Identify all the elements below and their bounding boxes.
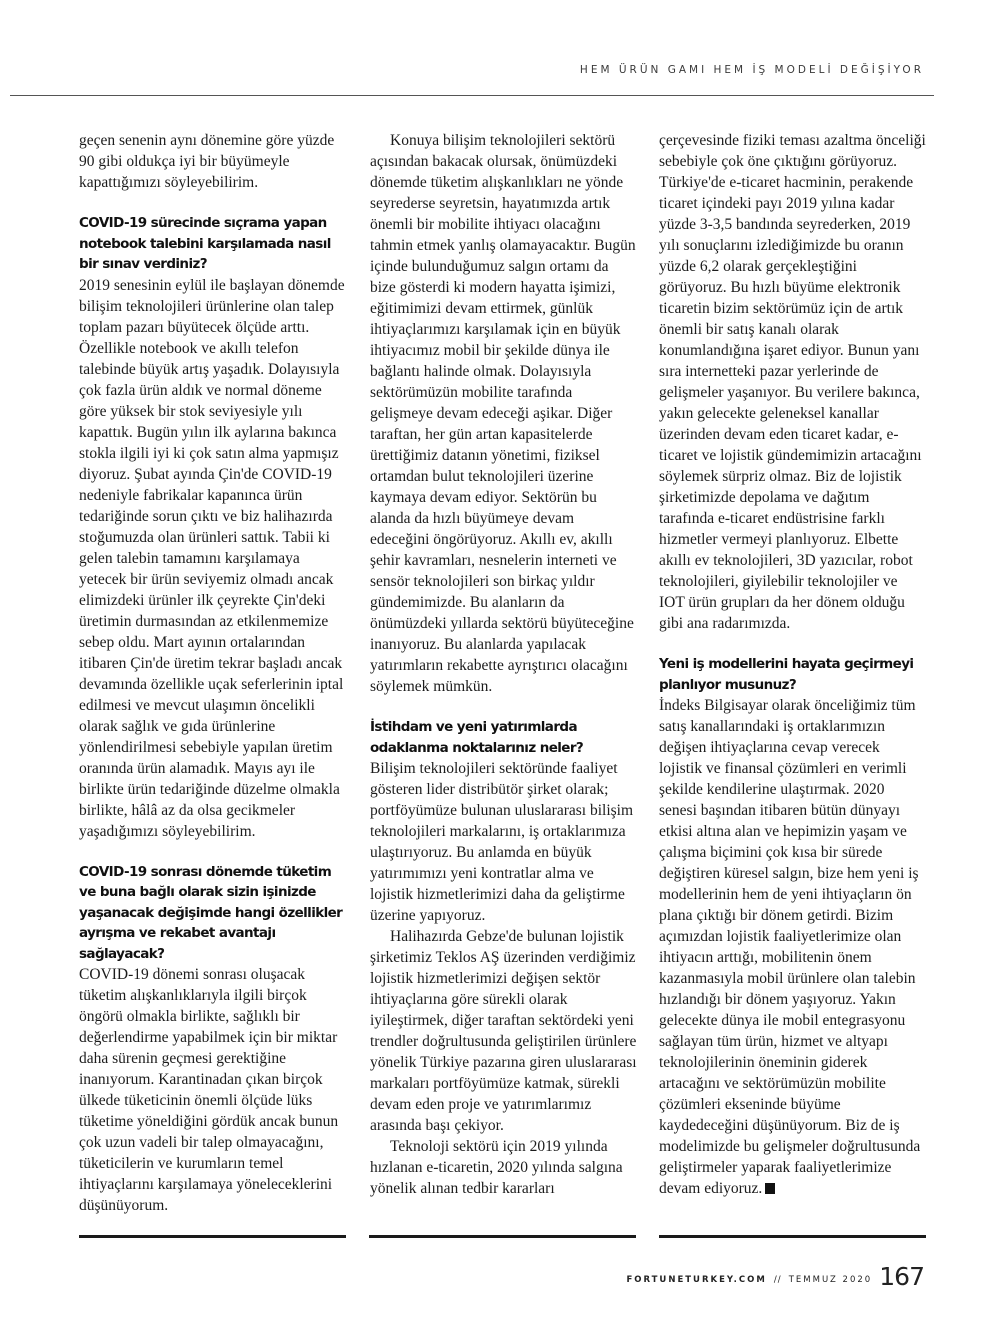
interview-question: COVID-19 sürecinde sıçrama yapan notebook talebini karşılamada nasıl bir sınav verdiniz? [79,215,331,272]
article-column-1 [79,130,346,1216]
footer-issue-date: TEMMUZ 2020 [788,1275,873,1285]
paragraph: çerçevesinde fiziki teması azaltma önceliği sebebiyle çok öne çıktığını görüyoruz. Türkiye'de e-ticaret hacminin, perakende ticaret içindeki payı 2019 yılına kadar yüzde 3-3,5 bandında seyrederken, 2019 yılı sonuçlarını izlediğimizde bu oranın yüzde 6,2 olarak gerçekleştiğini görüyoruz. Bu hızlı büyüme elektronik ticaretin bizim sektörümüz için de artık önemli bir satış kanalı olarak konumlandığına işaret ediyor. Bunun yanı sıra internetteki pazar yerlerinde de gelişmeler yaşanıyor. Bu verilere bakınca, yakın gelecekte geleneksel kanallar üzerinden devam eden ticaret kadar, e-ticaret ve lojistik gündemimizin artacağını söylemek sürpriz olmaz. Biz de lojistik şirketimizde depolama ve dağıtım tarafında e-ticaret endüstrisine farklı hizmetler vermeyi planlıyoruz. Elbette akıllı ev teknolojileri, 3D yazıcılar, robot teknolojileri, giyilebilir teknolojiler ve IOT ürün grupları da her dönem olduğu gibi ana radarımızda. [659,132,926,632]
paragraph: Konuya bilişim teknolojileri sektörü açısından bakacak olursak, önümüzdeki dönemde tüketim alışkanlıkları ne yönde seyrederse seyretsin, hayatımızda artık önemli bir mobilite ihtiyacı olacağını tahmin etmek yanlış olamayacaktır. Bugün içinde bulunduğumuz salgın ortamı da bize gösterdi ki modern hayatta işimizi, eğitimimizi devam ettirmek, günlük ihtiyaçlarımızı karşılamak için en büyük ihtiyacımız mobil bir şekilde dünya ile bağlantı halinde olmak. Dolayısıyla sektörümüzün mobilite tarafında gelişmeye devam edeceği aşikar. Diğer taraftan, her gün artan kapasitelerde ürettiğimiz datanın yönetimi, fiziksel ortamdan bulut teknolojileri üzerine kaymaya devam ediyor. Sektörün bu alanda da hızlı büyümeye devam edeceğini öngörüyoruz. Akıllı ev, akıllı şehir kavramları, nesnelerin interneti ve sensör teknolojileri son birkaç yıldır gündemimizde. Bu alanların da önümüzdeki yıllarda sektörü büyüteceğine inanıyoruz. Bu alanlarda yapılacak yatırımların rekabette ayrıştırıcı olacağını söylemek mümkün. [370,132,636,695]
interview-answer: COVID-19 dönemi sonrası oluşacak tüketim alışkanlıklarıyla ilgili birçok öngörü olmakla birlikte, sağlıklı bir değerlendirme yapabilmek için bir miktar daha sürenin geçmesi gerektiğine inanıyorum. Karantinadan çıkan birçok ülkede tüketicinin önemli ölçüde lüks tüketime yöneldiğini gördük ancak bunun çok uzun vadeli bir talep olmayacağını, tüketicilerin ve kurumların temel ihtiyaçlarını karşılamaya yöneleceklerini düşünüyorum. [79,966,339,1214]
article-column-3 [659,130,926,1199]
page-number: 167 [879,1262,924,1291]
interview-answer: 2019 senesinin eylül ile başlayan dönemde bilişim teknolojileri ürünlerine olan talep toplam pazarı büyütecek ölçüde arttı. Özellikle notebook ve akıllı telefon talebinde büyük artış yaşadık. Dolayısıyla çok fazla ürün aldık ve normal döneme göre yüksek bir stok seviyesiyle yılı kapattık. Bugün yılın ilk aylarına bakınca stokla ilgili iyi ki çok satın alma yapmışız diyoruz. Şubat ayında Çin'de COVID-19 nedeniyle fabrikalar kapanınca ürün tedariğinde sorun çıktı ve biz halihazırda stoğumuzda olan ürünleri sattık. Tabii ki gelen talebin tamamını karşılamaya yetecek bir ürün seviyemiz olmadı ancak elimizdeki ürünler ilk çeyrekte Çin'deki üretimin durmasından az etkilenmemize sebep oldu. Mart ayının ortalarından itibaren Çin'de üretim tekrar başladı ancak devamında özellikle uçak seferlerinin iptal edilmesi ve mevcut ulaşımın öncelikli olarak sağlık ve gıda ürünlerine yönlendirilmesi sebebiyle yapılan üretim oranında ürün alamadık. Mayıs ayı ile birlikte ürün tedariğinde düzelme olmakla birlikte, hâlâ az da olsa gecikmeler yaşadığımızı söyleyebilirim. [79,276,345,840]
footer-separator: // [773,1275,782,1285]
running-header: HEM ÜRÜN GAMI HEM İŞ MODELİ DEĞİŞİYOR [579,64,924,76]
paragraph: geçen senenin aynı dönemine göre yüzde 90 gibi oldukça iyi bir büyümeyle kapattığımızı söyleyebilirim. [79,132,335,191]
paragraph: Halihazırda Gebze'de bulunan lojistik şirketimiz Teklos AŞ üzerinden verdiğimiz lojistik hizmetlerimizi değişen sektör ihtiyaçlarına göre sürekli olarak iyileştirmek, diğer taraftan sektördeki yeni trendler doğrultusunda geliştirilen ürünlere yönelik Türkiye pazarına giren uluslararası markaları portföyümüze katmak, sürekli devam eden proje ve yatırımlarımız arasında başı çekiyor. [370,928,637,1134]
header-divider [10,95,934,96]
column-1-bottom-rule [79,1235,346,1238]
article-column-2 [370,130,637,1199]
interview-answer [659,695,926,1199]
interview-answer: Bilişim teknolojileri sektöründe faaliyet gösteren lider distribütör şirket olarak; portföyümüze bulunan uluslararası bilişim teknolojileri markalarını, iş ortaklarımıza ulaştırıyoruz. Bu anlamda en büyük yatırımımızı yeni kontratlar alma ve lojistik hizmetlerimizi daha da geliştirme üzerine yapıyoruz. [370,760,634,924]
answer-text: İndeks Bilgisayar olarak önceliğimiz tüm satış kanallarındaki iş ortaklarımızın değişen ihtiyaçlarına cevap verecek lojistik ve finansal çözümleri en verimli şekilde kendilerine ulaştırmak. 2020 senesi başından itibaren bütün dünyayı etkisi altına alan ve hepimizin yaşam ve çalışma biçimini çok kısa bir sürede değiştiren küresel salgın, bize hem yeni iş modellerinin hem de yeni ihtiyaçların ön plana çıktığı bir dönem getirdi. Bizim açımızdan lojistik faaliyetlerimize olan ihtiyacın arttığı, mobilitenin önem kazanmasıyla mobil ürünlere olan talebin hızlandığı bir dönem yaşıyoruz. Yakın gelecekte dünya ile mobil entegrasyonu sağlayan tüm ürün, hizmet ve altyapı teknolojilerinin öneminin giderek artacağını ve sektörümüzün mobilite çözümleri ekseninde büyüme kaydedeceğini düşünüyorum. Biz de iş modelimizde bu gelişmeler doğrultusunda geliştirmeler yaparak faaliyetlerimize devam ediyoruz. [659,697,921,1197]
interview-question: COVID-19 sonrası dönemde tüketim ve buna bağlı olarak sizin işinizde yaşanacak değişimde hangi özellikler ayrışma ve rekabet avantajı sağlayacak? [79,863,343,962]
column-3-bottom-rule [659,1235,926,1238]
article-end-mark-icon [765,1183,775,1194]
footer-website: FORTUNETURKEY.COM [626,1275,767,1285]
page-footer [626,1262,924,1291]
paragraph: Teknoloji sektörü için 2019 yılında hızlanan e-ticaretin, 2020 yılında salgına yönelik alınan tedbir kararları [370,1138,623,1197]
column-2-bottom-rule [369,1235,636,1238]
interview-question: Yeni iş modellerini hayata geçirmeyi planlıyor musunuz? [659,656,914,693]
interview-question: İstihdam ve yeni yatırımlarda odaklanma noktalarınız neler? [370,719,584,756]
